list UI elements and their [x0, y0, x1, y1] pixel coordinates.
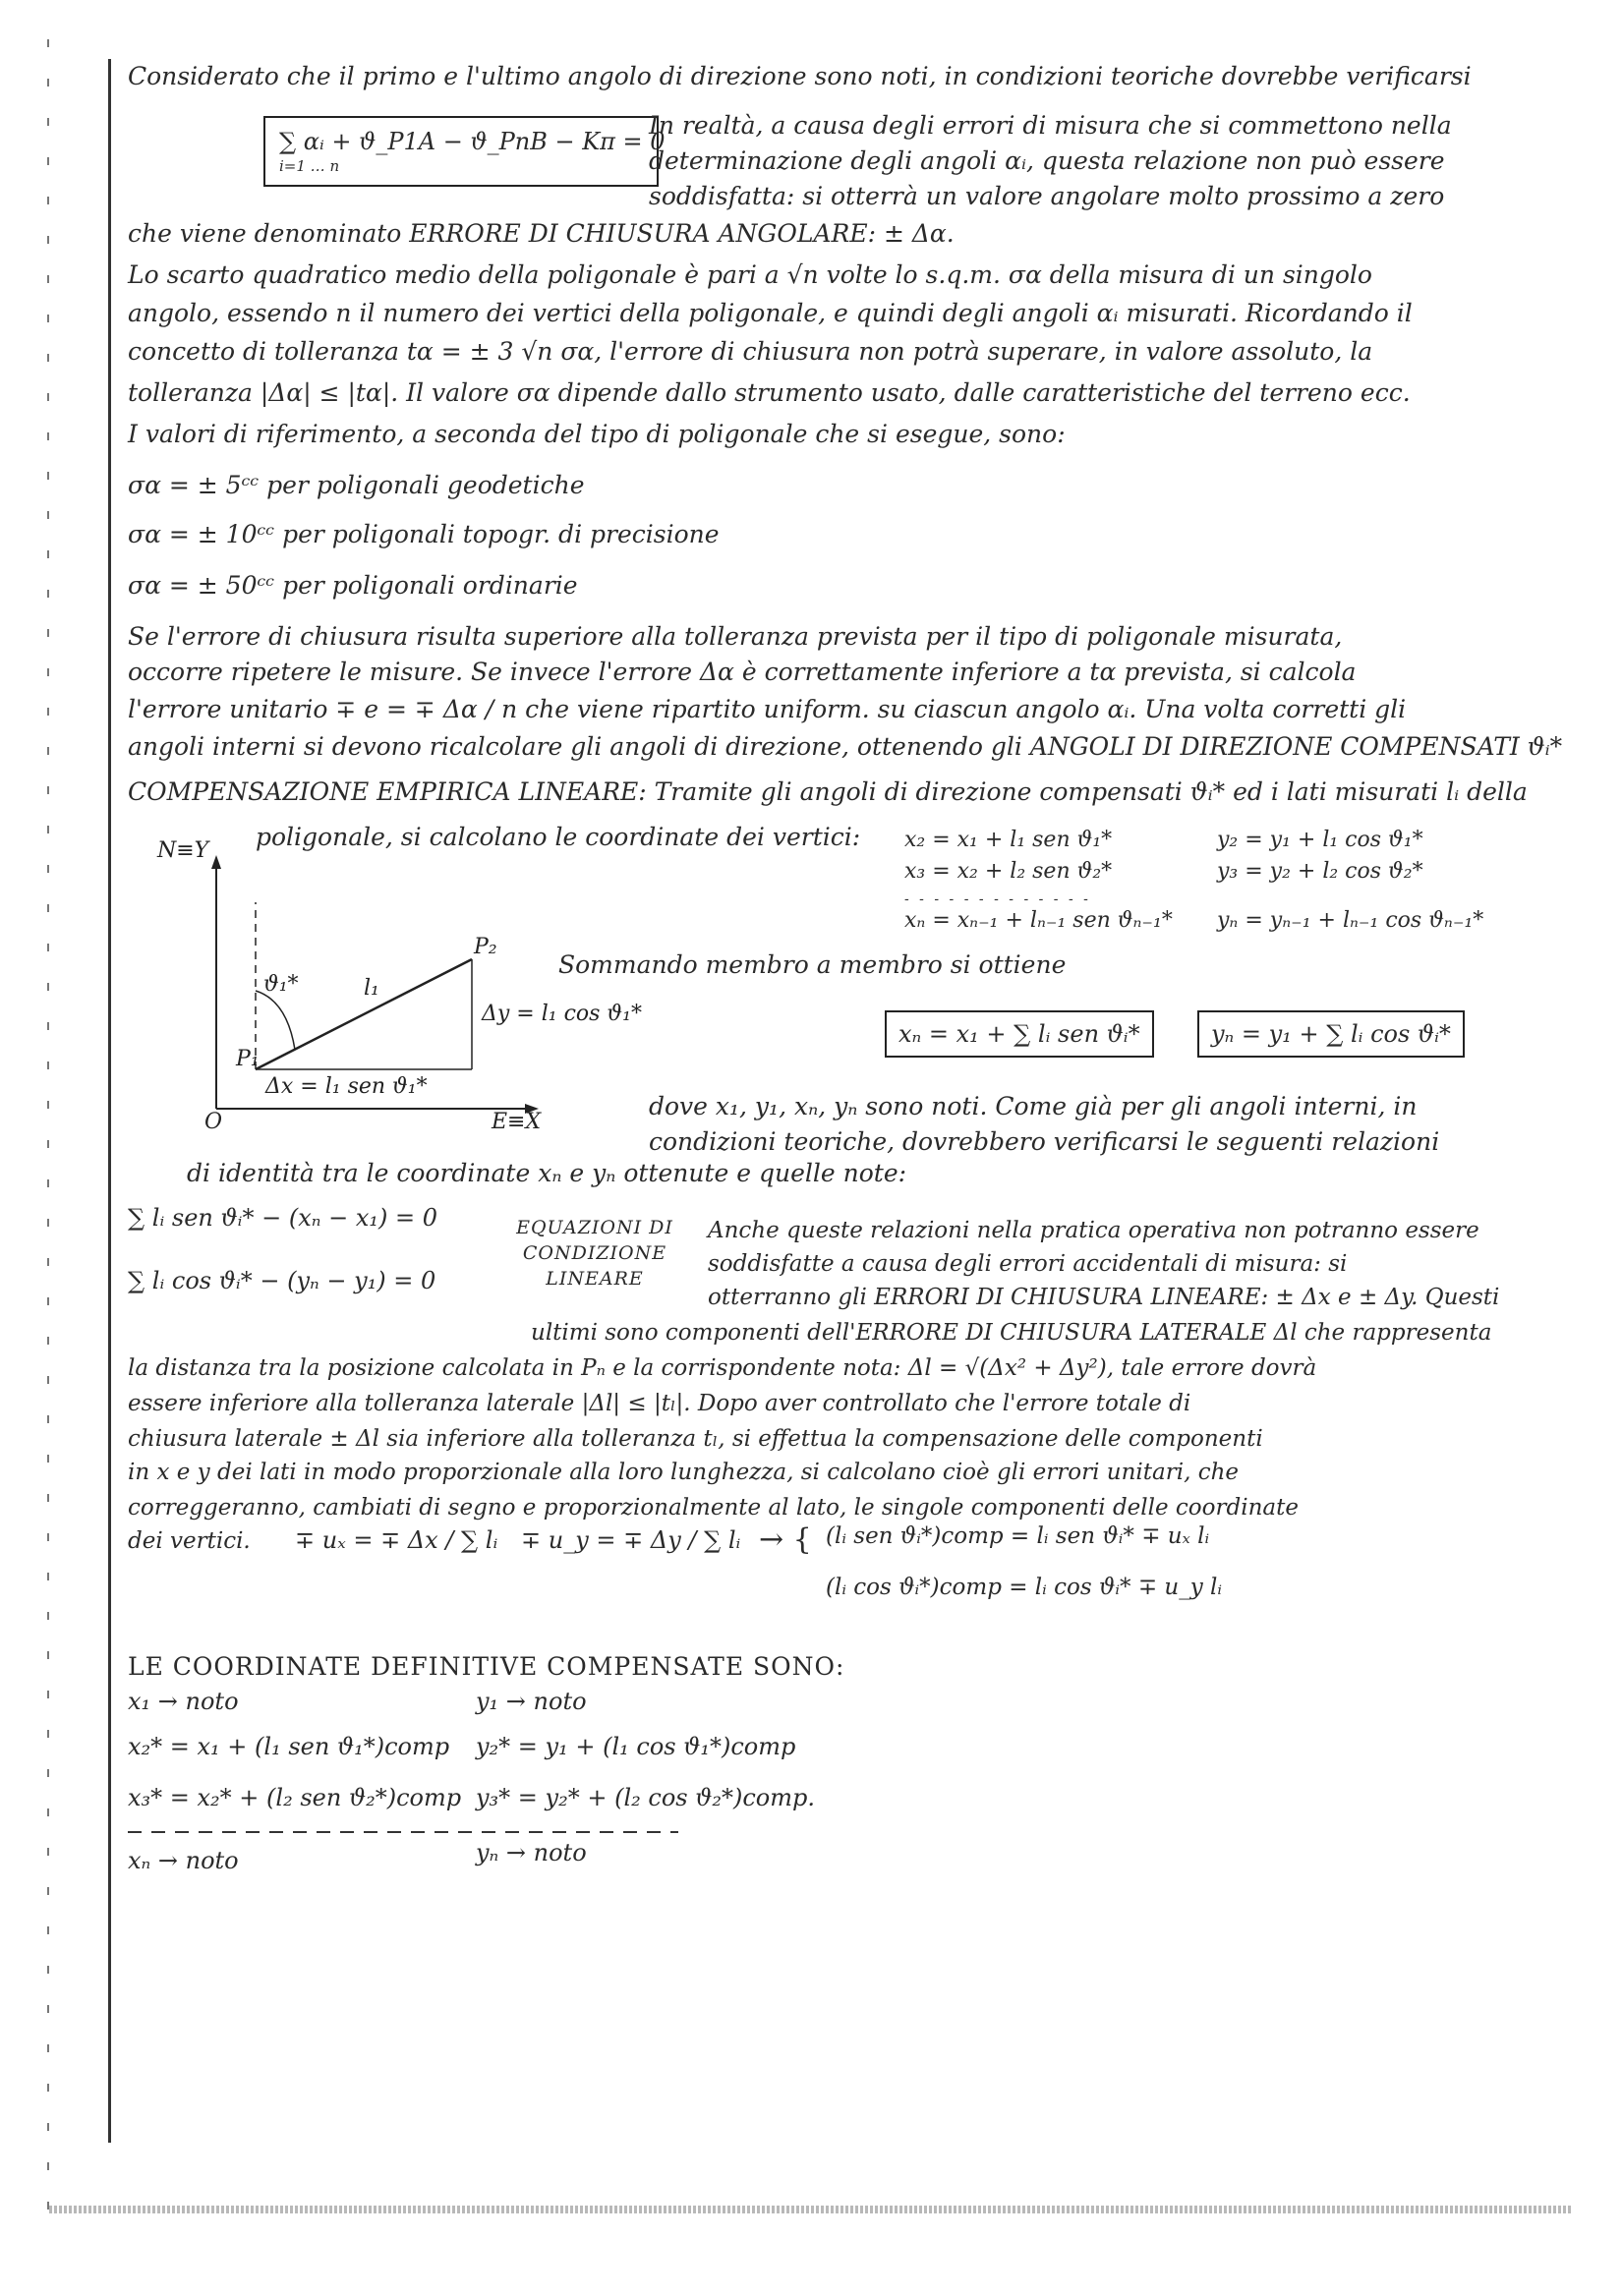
ref-precision: σα = ± 10ᶜᶜ per poligonali topogr. di precisione — [128, 520, 720, 548]
sum-note-2: condizioni teoriche, dovrebbero verificarsi le seguenti relazioni — [649, 1127, 1440, 1156]
cond-text-9: correggeranno, cambiati di segno e proporzionalmente al lato, le singole componenti delle coordinate — [128, 1495, 1299, 1521]
coord-y2: y₂ = y₁ + l₁ cos ϑ₁* — [1217, 828, 1423, 852]
formula-text: ∑ αᵢ + ϑ_P1A − ϑ_PnB − Kπ = 0 — [279, 128, 666, 155]
comp-line-3: l'errore unitario ∓ e = ∓ Δα / n che viene ripartito uniform. su ciascun angolo αᵢ. Una volta corretti gli — [128, 695, 1407, 723]
formula-limits: i=1 … n — [279, 157, 340, 175]
dy-label: Δy = l₁ cos ϑ₁* — [482, 1002, 642, 1026]
sqm-line-2: angolo, essendo n il numero dei vertici della poligonale, e quindi degli angoli αᵢ misurati. Ricordando il — [128, 299, 1413, 327]
comp-line-1: Se l'errore di chiusura risulta superiore alla tolleranza prevista per il tipo di poligonale misurata, — [128, 622, 1343, 651]
final-title: LE COORDINATE DEFINITIVE COMPENSATE SONO: — [128, 1652, 845, 1681]
final-yn: yₙ → noto — [476, 1839, 587, 1866]
origin-label: O — [204, 1110, 223, 1134]
final-x3: x₃* = x₂* + (l₂ sen ϑ₂*)comp — [128, 1784, 462, 1811]
yn-sum-box — [1197, 1010, 1465, 1058]
cond-eq-y: ∑ lᵢ cos ϑᵢ* − (yₙ − y₁) = 0 — [128, 1267, 436, 1294]
theta-label: ϑ₁* — [263, 972, 299, 997]
intro-right-3: soddisfatta: si otterrà un valore angolare molto prossimo a zero — [649, 182, 1445, 210]
xn-sum-text: xₙ = x₁ + ∑ lᵢ sen ϑᵢ* — [898, 1020, 1140, 1048]
cond-text-5: la distanza tra la posizione calcolata in Pₙ e la corrispondente nota: Δl = √(Δx² + Δy²), tale errore dovrà — [128, 1355, 1317, 1381]
comp-x-component: (lᵢ sen ϑᵢ*)comp = lᵢ sen ϑᵢ* ∓ uₓ lᵢ — [826, 1523, 1210, 1549]
intro-line-5: che viene denominato ERRORE DI CHIUSURA ANGOLARE: ± Δα. — [128, 219, 955, 248]
arrow-icon: → { — [759, 1522, 812, 1557]
cond-text-7: chiusura laterale ± Δl sia inferiore alla tolleranza tₗ, si effettua la compensazione delle componenti — [128, 1426, 1263, 1452]
p1-label: P₁ — [236, 1047, 260, 1071]
final-y2: y₂* = y₁ + (l₁ cos ϑ₁*)comp — [476, 1733, 796, 1760]
final-x1: x₁ → noto — [128, 1688, 239, 1715]
final-x2: x₂* = x₁ + (l₁ sen ϑ₁*)comp — [128, 1733, 450, 1760]
dx-label: Δx = l₁ sen ϑ₁* — [265, 1074, 428, 1099]
cond-text-4: ultimi sono componenti dell'ERRORE DI CHIUSURA LATERALE Δl che rappresenta — [531, 1320, 1492, 1346]
coord-x3: x₃ = x₂ + l₂ sen ϑ₂* — [904, 859, 1113, 884]
cond-text-2: soddisfatte a causa degli errori accidentali di misura: si — [708, 1251, 1348, 1277]
cond-text-10: dei vertici. — [128, 1528, 251, 1554]
comp-line-6: poligonale, si calcolano le coordinate dei vertici: — [256, 823, 861, 851]
comp-y-component: (lᵢ cos ϑᵢ*)comp = lᵢ cos ϑᵢ* ∓ u_y lᵢ — [826, 1575, 1223, 1600]
sum-note-3: di identità tra le coordinate xₙ e yₙ ottenute e quelle note: — [187, 1159, 907, 1187]
sum-note-1: dove x₁, y₁, xₙ, yₙ sono noti. Come già per gli angoli interni, in — [649, 1092, 1418, 1120]
cond-text-8: in x e y dei lati in modo proporzionale alla loro lunghezza, si calcolano cioè gli errori unitari, che — [128, 1460, 1240, 1485]
coord-dots: - - - - - - - - - - - - - — [904, 891, 1091, 907]
cond-eq-x: ∑ lᵢ sen ϑᵢ* − (xₙ − x₁) = 0 — [128, 1204, 437, 1232]
binding-holes — [47, 39, 49, 2231]
comp-line-5: COMPENSAZIONE EMPIRICA LINEARE: Tramite gli angoli di direzione compensati ϑᵢ* ed i lati misurati lᵢ della — [128, 777, 1528, 806]
theta-arc — [256, 991, 295, 1050]
coord-x2: x₂ = x₁ + l₁ sen ϑ₁* — [904, 828, 1113, 852]
unit-error-x: ∓ uₓ = ∓ Δx / ∑ lᵢ — [295, 1526, 498, 1554]
coord-xn: xₙ = xₙ₋₁ + lₙ₋₁ sen ϑₙ₋₁* — [904, 908, 1173, 933]
final-y3: y₃* = y₂* + (l₂ cos ϑ₂*)comp. — [476, 1784, 815, 1811]
dashed-separator — [128, 1831, 678, 1833]
scan-edge — [49, 2206, 1573, 2213]
cond-text-6: essere inferiore alla tolleranza laterale |Δl| ≤ |tₗ|. Dopo aver controllato che l'errore totale di — [128, 1391, 1191, 1416]
margin-line — [108, 59, 111, 2143]
sqm-line-5: I valori di riferimento, a seconda del tipo di poligonale che si esegue, sono: — [128, 420, 1066, 448]
sum-label: Sommando membro a membro si ottiene — [558, 950, 1067, 979]
final-y1: y₁ → noto — [476, 1688, 587, 1715]
cond-text-1: Anche queste relazioni nella pratica operativa non potranno essere — [708, 1218, 1479, 1243]
intro-line-1: Considerato che il primo e l'ultimo angolo di direzione sono noti, in condizioni teoriche dovrebbe verificarsi — [128, 62, 1472, 90]
cond-text-3: otterranno gli ERRORI DI CHIUSURA LINEARE: ± Δx e ± Δy. Questi — [708, 1285, 1500, 1310]
coord-y3: y₃ = y₂ + l₂ cos ϑ₂* — [1217, 859, 1423, 884]
yn-sum-text: yₙ = y₁ + ∑ lᵢ cos ϑᵢ* — [1211, 1020, 1451, 1048]
intro-right-2: determinazione degli angoli αᵢ, questa relazione non può essere — [649, 146, 1445, 175]
cond-eq-label: EQUAZIONI DI CONDIZIONE LINEARE — [516, 1217, 673, 1290]
ref-ordinary: σα = ± 50ᶜᶜ per poligonali ordinarie — [128, 571, 578, 600]
axis-y-label: N≡Y — [157, 838, 209, 863]
sqm-line-4: tolleranza |Δα| ≤ |tα|. Il valore σα dipende dallo strumento usato, dalle caratteristiche del terreno ecc. — [128, 378, 1411, 407]
polygon-diagram — [157, 838, 668, 1134]
side-label: l₁ — [364, 976, 379, 1001]
sqm-line-1: Lo scarto quadratico medio della poligonale è pari a √n volte lo s.q.m. σα della misura di un singolo — [128, 260, 1372, 289]
comp-line-4: angoli interni si devono ricalcolare gli angoli di direzione, ottenendo gli ANGOLI DI DIREZIONE COMPENSATI ϑᵢ* — [128, 732, 1563, 761]
intro-right-1: In realtà, a causa degli errori di misura che si commettono nella — [649, 111, 1452, 140]
final-xn: xₙ → noto — [128, 1847, 239, 1874]
sqm-line-3: concetto di tolleranza tα = ± 3 √n σα, l'errore di chiusura non potrà superare, in valore assoluto, la — [128, 337, 1373, 366]
coord-yn: yₙ = yₙ₋₁ + lₙ₋₁ cos ϑₙ₋₁* — [1217, 908, 1484, 933]
y-axis-arrow — [211, 855, 221, 869]
xn-sum-box — [885, 1010, 1154, 1058]
ref-geodetic: σα = ± 5ᶜᶜ per poligonali geodetiche — [128, 471, 585, 499]
axis-x-label: E≡X — [492, 1110, 542, 1134]
comp-line-2: occorre ripetere le misure. Se invece l'errore Δα è correttamente inferiore a tα prevista, si calcola — [128, 658, 1357, 686]
p2-label: P₂ — [474, 935, 497, 959]
unit-error-y: ∓ u_y = ∓ Δy / ∑ lᵢ — [521, 1526, 741, 1554]
angular-condition-formula — [263, 116, 666, 187]
